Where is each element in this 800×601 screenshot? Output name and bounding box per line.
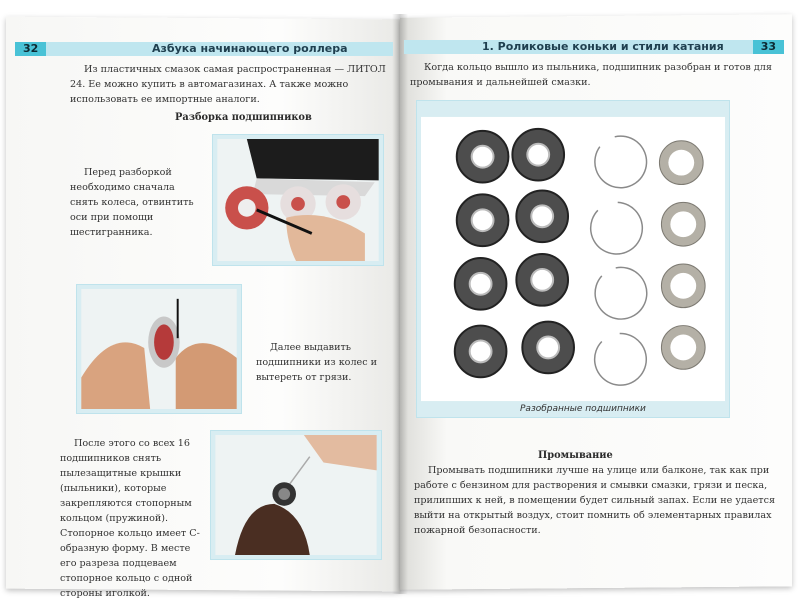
left-running-header	[15, 42, 393, 56]
right-running-header	[404, 40, 784, 54]
press-bearing-illustration	[81, 289, 237, 409]
left-page-number: 32	[15, 42, 46, 56]
press-bearing-photo	[76, 284, 242, 414]
left-header-title: Азбука начинающего роллера	[152, 42, 348, 55]
left-para-2: Далее выдавить подшипники из колес и вытереть от грязи.	[256, 342, 378, 383]
bearings-illustration	[421, 105, 725, 413]
right-header-title: 1. Роликовые коньки и стили катания	[482, 40, 724, 53]
right-page-number: 33	[753, 40, 784, 54]
skate-wheels-photo	[212, 134, 384, 266]
right-section-heading: Промывание	[538, 450, 613, 461]
photo-caption: Разобранные подшипники	[520, 404, 646, 414]
disassembled-bearings-photo	[416, 100, 730, 418]
left-section-heading: Разборка подшипников	[175, 112, 312, 123]
left-intro-text: Из пластичных смазок самая распространенная — ЛИТОЛ 24. Ее можно купить в автомагазинах. А также можно использовать ее импортные аналоги.	[70, 64, 386, 105]
right-intro-text: Когда кольцо вышло из пыльника, подшипник разобран и готов для промывания и дальнейшей смазки.	[410, 62, 772, 88]
book-gutter	[392, 14, 408, 594]
skate-wheels-illustration	[217, 139, 379, 261]
left-para-3: После этого со всех 16 подшипников снять пылезащитные крышки (пыльники), которые закрепляются стопорным кольцом (пружиной). Стопорное кольцо имеет С-образную форму. В месте его разреза подцеваем стопорное кольцо с одной стороны иголкой.	[60, 438, 200, 599]
remove-dust-cap-photo	[210, 430, 382, 560]
left-para-1: Перед разборкой необходимо сначала снять колеса, отвинтить оси при помощи шестигранника.	[70, 167, 194, 238]
remove-dust-cap-illustration	[215, 435, 377, 555]
wash-text: Промывать подшипники лучше на улице или балконе, так как при работе с бензином для растворения и смывки смазки, грязи и песка, прилипших к ней, в помещении будет сильный запах. Если не удается выйти на открытый воздух, стоит помнить об элементарных правилах пожарной безопасности.	[414, 465, 776, 536]
